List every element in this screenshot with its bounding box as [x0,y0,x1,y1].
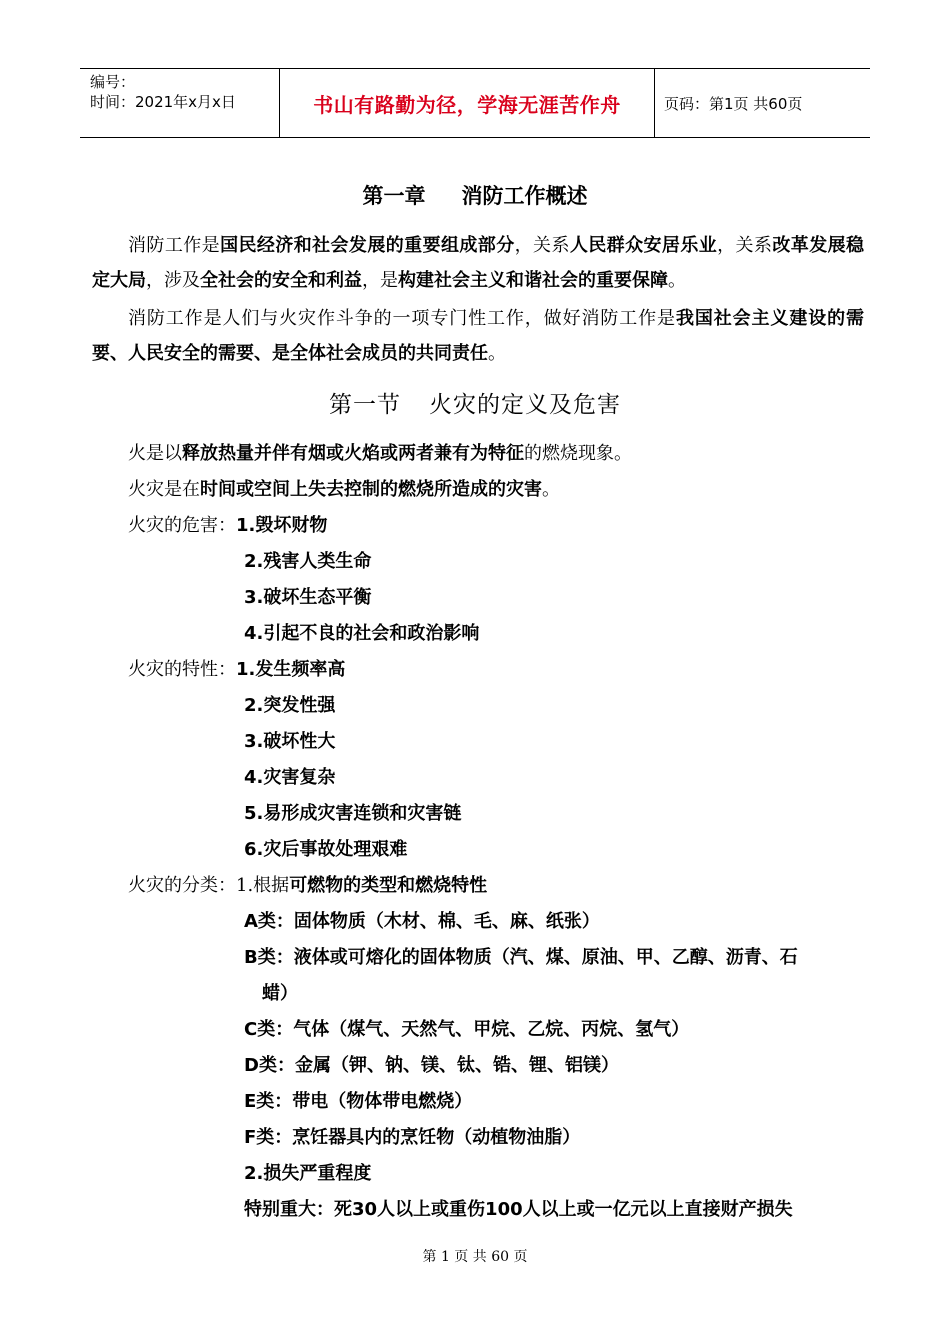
number-label: 编号： [90,73,136,91]
bold-run: 可燃物的类型和燃烧特性 [289,875,488,896]
bold-run: 改革发展稳定大局 [92,235,865,291]
chapter-title [0,180,950,210]
fire-class-b-continued: 蜡） [262,983,298,1004]
traits-label: 火灾的特性： [128,659,236,680]
bold-run: 全社会的安全和利益 [200,270,362,291]
list-item: 2.突发性强 [244,695,336,716]
section-title [0,386,950,419]
header-motto-cell [280,69,655,137]
text-run: 消防工作是 [128,235,221,256]
text-run: ，关系 [514,235,570,256]
text-run: 。 [488,343,506,364]
paragraph-1 [92,228,864,298]
chapter-number: 第一章 [362,184,426,208]
fire-class-e: E类：带电（物体带电燃烧） [244,1091,473,1112]
text-run: 1.根据 [236,875,290,896]
document-header [80,68,870,138]
list-item: 5.易形成灾害连锁和灾害链 [244,803,462,824]
paragraph-2 [92,301,864,371]
header-meta-cell [80,69,280,137]
classification-basis-2 [244,1162,371,1186]
list-item: 4.引起不良的社会和政治影响 [244,623,480,644]
text-run: ，是 [362,270,398,291]
text-run: ，关系 [717,235,773,256]
fire-class-b: B类：液体或可熔化的固体物质（汽、煤、原油、甲、乙醇、沥青、石 [244,947,798,968]
bold-run: 构建社会主义和谐社会的重要保障 [398,270,668,291]
definition-fire [128,442,632,466]
bold-run: 释放热量并伴有烟或火焰或两者兼有为特征 [182,443,524,464]
bold-run: 国民经济和社会发展的重要组成部分 [220,235,515,256]
motto-text: 书山有路勤为径，学海无涯苦作舟 [313,92,621,117]
text-run: ，涉及 [146,270,200,291]
fire-class-d: D类：金属（钾、钠、镁、钛、锆、锂、铝镁） [244,1055,619,1076]
list-item: 3.破坏生态平衡 [244,587,372,608]
bold-run: 我国社会主义建设的需要、人民安全的需要、是全体社会成员的共同责任 [92,308,865,364]
hazards-label: 火灾的危害： [128,515,236,536]
list-item: 1.毁坏财物 [236,515,328,536]
page-footer: 第 1 页 共 60 页 [422,1249,528,1265]
text-run: 的燃烧现象。 [524,443,632,464]
list-item: 4.灾害复杂 [244,767,336,788]
page-code: 页码：第1页 共60页 [664,94,803,113]
fire-class-a: A类：固体物质（木材、棉、毛、麻、纸张） [244,911,600,932]
traits-label-line [128,658,345,682]
section-name: 火灾的定义及危害 [429,392,621,418]
time-label: 时间：2021年x月x日 [90,93,236,111]
text-run: 火是以 [128,443,182,464]
header-page-cell [654,69,870,137]
definition-fire-disaster [128,478,560,502]
list-item: 1.发生频率高 [236,659,346,680]
chapter-name: 消防工作概述 [461,184,588,208]
list-item: 6.灾后事故处理艰难 [244,839,408,860]
classification-label-line [128,874,487,898]
bold-run: 2.损失严重程度 [244,1163,372,1184]
list-item: 3.破坏性大 [244,731,336,752]
text-run: 消防工作是人们与火灾作斗争的一项专门性工作，做好消防工作是 [128,308,676,329]
text-run: 。 [542,479,560,500]
classification-label: 火灾的分类： [128,875,236,896]
section-number: 第一节 [329,392,401,418]
fire-class-f: F类：烹饪器具内的烹饪物（动植物油脂） [244,1127,581,1148]
text-run: 火灾是在 [128,479,200,500]
list-item: 2.残害人类生命 [244,551,372,572]
hazards-label-line [128,514,327,538]
severity-extraordinary: 特别重大：死30人以上或重伤100人以上或一亿元以上直接财产损失 [244,1199,793,1220]
bold-run: 时间或空间上失去控制的燃烧所造成的灾害 [200,479,542,500]
text-run: 。 [668,270,686,291]
fire-class-c: C类：气体（煤气、天然气、甲烷、乙烷、丙烷、氢气） [244,1019,690,1040]
bold-run: 人民群众安居乐业 [569,235,718,256]
